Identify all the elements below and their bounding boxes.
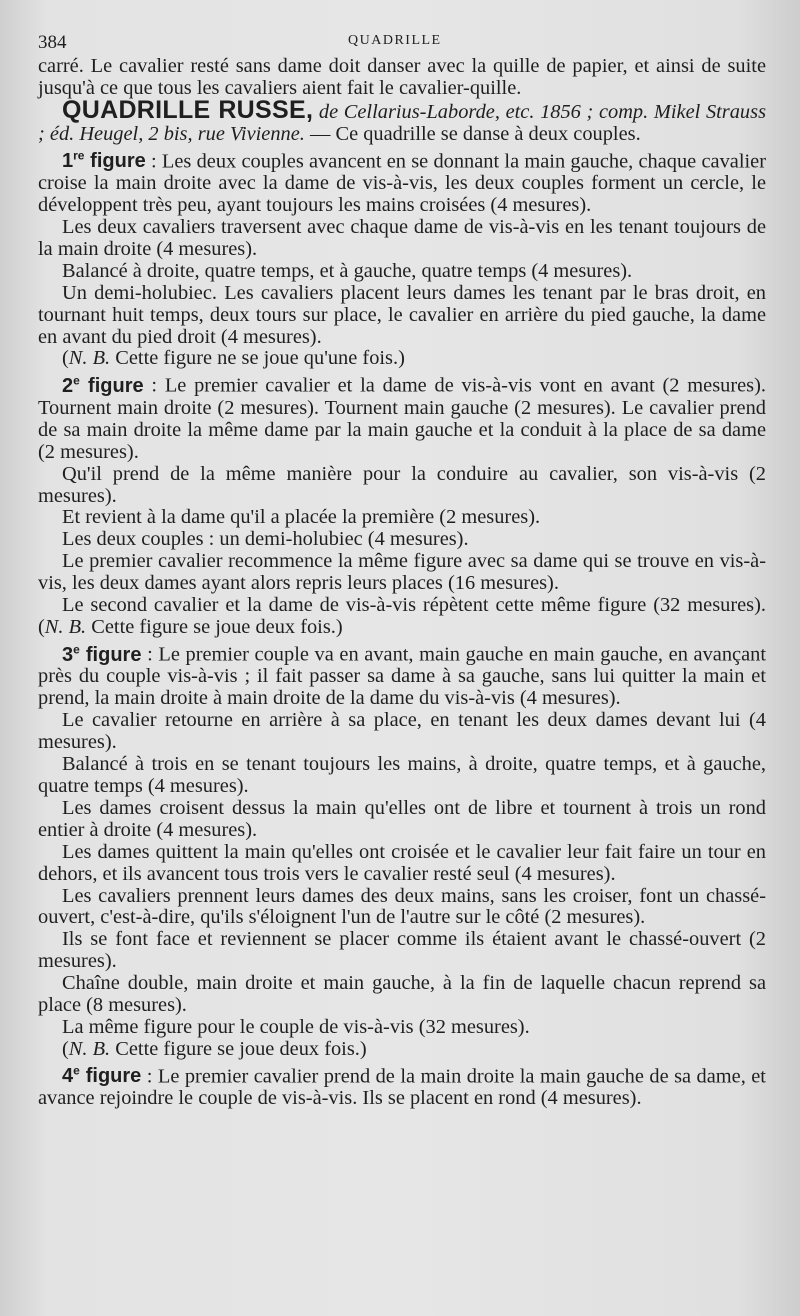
nota-bene: N. B.: [68, 347, 111, 370]
figure-1-label: [62, 150, 146, 172]
figure-number: 3: [62, 643, 74, 666]
figure-3-label: [62, 641, 142, 666]
note-text: Cette figure se joue deux fois.): [110, 1037, 367, 1060]
nota-bene: N. B.: [68, 1037, 111, 1060]
entry-source: de Cellarius-Laborde, etc. 1856 ; comp. Mikel Strauss ; éd. Heugel, 2 bis, rue Vivienne.: [38, 100, 766, 145]
figure-word: figure: [79, 1065, 142, 1088]
figure-4-label: [62, 1065, 141, 1087]
paragraph: Ils se font face et reviennent se placer comme ils étaient avant le chassé-ouvert (2 mesures).: [38, 928, 766, 973]
entry-title: QUADRILLE RUSSE,: [62, 95, 314, 124]
figure-word: figure: [79, 643, 142, 666]
running-title: QUADRILLE: [348, 33, 442, 48]
paragraph: [38, 595, 766, 639]
paragraph: Les deux cavaliers traversent avec chaque dame de vis-à-vis en les tenant toujours de la main droite (4 mesures).: [38, 216, 766, 260]
page-body: [38, 56, 766, 1110]
paragraph-continuation: carré. Le cavalier resté sans dame doit danser avec la quille de papier, et ainsi de suite jusqu'à ce que tous les cavaliers aient fait le cavalier-quille.: [38, 55, 766, 99]
figure-3-paragraph: [38, 639, 766, 710]
paragraph: Balancé à droite, quatre temps, et à gauche, quatre temps (4 mesures).: [62, 259, 633, 282]
figure-2-label: [62, 375, 144, 397]
running-head: [38, 30, 766, 56]
paragraph-text: : Le premier cavalier et la dame de vis-à-vis vont en avant (2 mesures). Tournent main droite (2 mesures). Tournent main gauche (2 mesures). Le cavalier prend de sa main droite la même dame par la main gauche et la conduit à la place de sa dame (2 mesures).: [38, 375, 766, 463]
paragraph-text: : Le premier couple va en avant, main gauche en main gauche, en avançant près du couple vis-à-vis ; il fait passer sa dame à sa gauche, sans lui quitter la main et prend, la main droite à main droite de la dame du vis-à-vis (4 mesures).: [38, 643, 766, 710]
paragraph: Les dames quittent la main qu'elles ont croisée et le cavalier leur fait faire un tour en dehors, et ils avancent tous trois vers le cavalier resté seul (4 mesures).: [38, 840, 766, 885]
figure-number: 1: [62, 150, 74, 173]
note-text: Cette figure se joue deux fois.): [86, 615, 343, 638]
paragraph-text: : Les deux couples avancent en se donnant la main gauche, chaque cavalier croise la main droite avec la dame de vis-à-vis, les deux couples forment un cercle, le développent très peu, ayant toujours les mains croisées (4 mesures).: [38, 150, 766, 217]
paragraph: Le premier cavalier recommence la même figure avec sa dame qui se trouve en vis-à-vis, les deux dames ayant alors repris leurs places (16 mesures).: [38, 550, 766, 595]
ordinal-suffix: e: [73, 641, 80, 656]
page-number: 384: [38, 32, 67, 53]
figure-1-paragraph: [38, 146, 766, 217]
paragraph-text: : Le premier cavalier prend de la main droite la main gauche de sa dame, et avance rejoindre le couple de vis-à-vis. Ils se placent en rond (4 mesures).: [38, 1065, 766, 1110]
paragraph: Qu'il prend de la même manière pour la conduire au cavalier, son vis-à-vis (2 mesures).: [38, 462, 766, 507]
ordinal-suffix: e: [73, 373, 80, 388]
paragraph: Les dames croisent dessus la main qu'elles ont de libre et tournent à trois un rond entier à droite (4 mesures).: [38, 796, 766, 841]
note-paragraph: [38, 1039, 766, 1061]
ordinal-suffix: e: [73, 1063, 80, 1078]
paragraph: Et revient à la dame qu'il a placée la première (2 mesures).: [62, 506, 541, 529]
paragraph: Chaîne double, main droite et main gauche, à la fin de laquelle chacun reprend sa place (8 mesures).: [38, 972, 766, 1017]
paren: (: [62, 347, 69, 370]
entry-intro: — Ce quadrille se danse à deux couples.: [304, 122, 641, 145]
figure-number: 4: [62, 1065, 74, 1088]
figure-word: figure: [79, 375, 144, 397]
paragraph: Les cavaliers prennent leurs dames des deux mains, sans les croiser, font un chassé-ouvert, c'est-à-dire, qu'ils s'éloignent l'un de l'autre sur le côté (2 mesures).: [38, 884, 766, 929]
paragraph: Un demi-holubiec. Les cavaliers placent leurs dames les tenant par le bras droit, en tournant huit temps, deux tours sur place, le cavalier en arrière du pied gauche, la dame en avant du pied droit (4 mesures).: [38, 281, 766, 348]
figure-number: 2: [62, 375, 74, 397]
nota-bene: N. B.: [44, 615, 87, 638]
note-text: Cette figure ne se joue qu'une fois.): [110, 347, 405, 370]
paragraph-text: Le second cavalier et la dame de vis-à-vis répètent cette même figure (32 mesures). (: [38, 594, 766, 638]
ordinal-suffix: re: [73, 148, 85, 163]
paren: (: [62, 1037, 69, 1060]
paragraph: La même figure pour le couple de vis-à-vis (32 mesures).: [62, 1015, 530, 1038]
figure-word: figure: [84, 150, 146, 173]
paragraph: Les deux couples : un demi-holubiec (4 mesures).: [62, 528, 469, 551]
note-paragraph: [38, 348, 766, 370]
paragraph: Balancé à trois en se tenant toujours les mains, à droite, quatre temps, et à gauche, quatre temps (4 mesures).: [38, 753, 766, 797]
figure-4-paragraph: [38, 1061, 766, 1110]
paragraph: Le cavalier retourne en arrière à sa place, en tenant les deux dames devant lui (4 mesures).: [38, 709, 766, 754]
entry-quadrille-russe: [38, 95, 766, 146]
figure-2-paragraph: [38, 370, 766, 463]
